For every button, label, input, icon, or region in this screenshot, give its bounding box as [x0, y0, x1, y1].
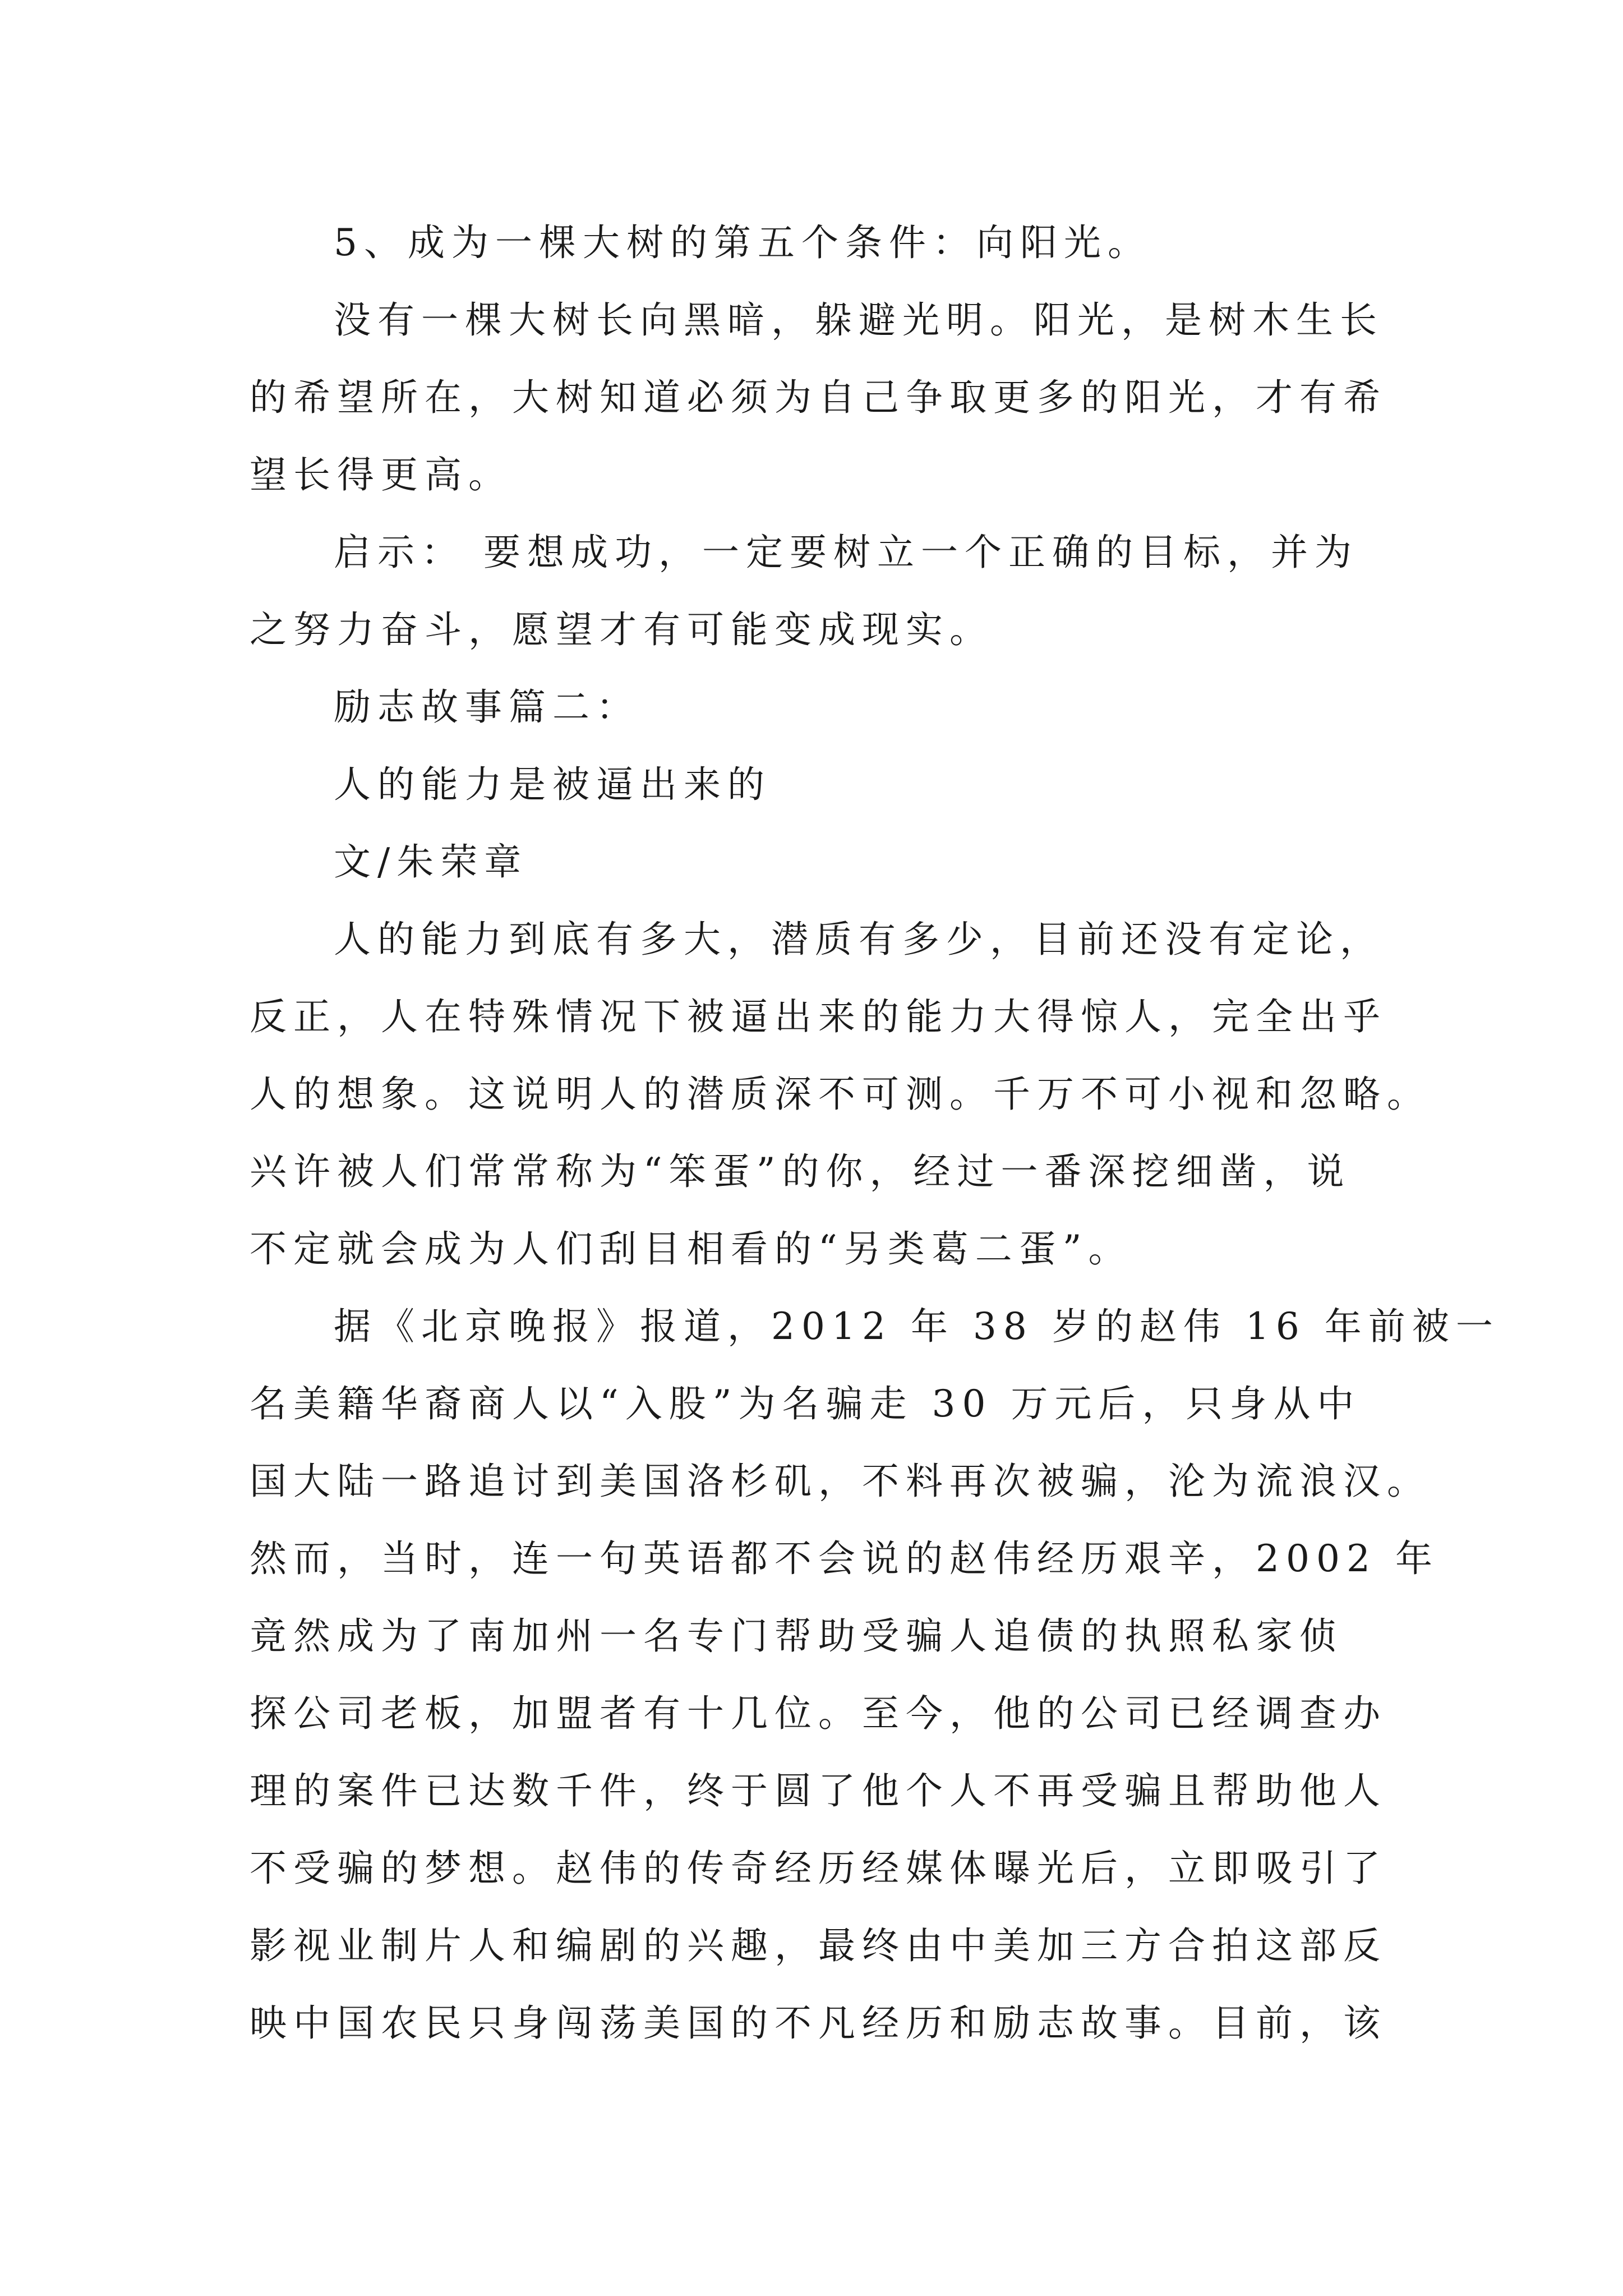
paragraph-line: 人的想象。这说明人的潜质深不可测。千万不可小视和忽略。	[250, 1073, 1431, 1116]
paragraph-line: 的希望所在，大树知道必须为自己争取更多的阳光，才有希	[250, 376, 1387, 419]
paragraph-line: 理的案件已达数千件，终于圆了他个人不再受骗且帮助他人	[250, 1769, 1387, 1812]
paragraph-line: 竟然成为了南加州一名专门帮助受骗人追债的执照私家侦	[250, 1614, 1343, 1658]
paragraph-line: 兴许被人们常常称为“笨蛋”的你，经过一番深挖细凿，说	[250, 1150, 1351, 1193]
paragraph-line: 国大陆一路追讨到美国洛杉矶，不料再次被骗，沦为流浪汉。	[250, 1460, 1431, 1503]
paragraph-line: 没有一棵大树长向黑暗，躲避光明。阳光，是树木生长	[334, 298, 1384, 342]
paragraph-line: 反正，人在特殊情况下被逼出来的能力大得惊人，完全出乎	[250, 995, 1387, 1038]
paragraph-line: 之努力奋斗，愿望才有可能变成现实。	[250, 608, 993, 651]
paragraph-line: 探公司老板，加盟者有十几位。至今，他的公司已经调查办	[250, 1692, 1387, 1735]
paragraph-line: 不定就会成为人们刮目相看的“另类葛二蛋”。	[250, 1227, 1132, 1271]
paragraph-line: 然而，当时，连一句英语都不会说的赵伟经历艰辛，2002 年	[250, 1537, 1439, 1580]
paragraph-line: 名美籍华裔商人以“入股”为名骗走 30 万元后，只身从中	[250, 1382, 1361, 1425]
story-title: 人的能力是被逼出来的	[334, 763, 771, 806]
paragraph-line: 据《北京晚报》报道，2012 年 38 岁的赵伟 16 年前被一	[334, 1305, 1500, 1348]
paragraph-line: 人的能力到底有多大，潜质有多少，目前还没有定论，	[334, 918, 1384, 961]
list-item-heading: 5、成为一棵大树的第五个条件：向阳光。	[334, 221, 1151, 264]
section-heading: 励志故事篇二：	[334, 685, 640, 729]
paragraph-line: 启示： 要想成功，一定要树立一个正确的目标，并为	[334, 531, 1358, 574]
author-line: 文/朱荣章	[334, 840, 528, 884]
paragraph-line: 望长得更高。	[250, 453, 512, 496]
paragraph-line: 不受骗的梦想。赵伟的传奇经历经媒体曝光后，立即吸引了	[250, 1847, 1387, 1890]
paragraph-line: 影视业制片人和编剧的兴趣，最终由中美加三方合拍这部反	[250, 1924, 1387, 1967]
paragraph-line: 映中国农民只身闯荡美国的不凡经历和励志故事。目前，该	[250, 2001, 1387, 2045]
